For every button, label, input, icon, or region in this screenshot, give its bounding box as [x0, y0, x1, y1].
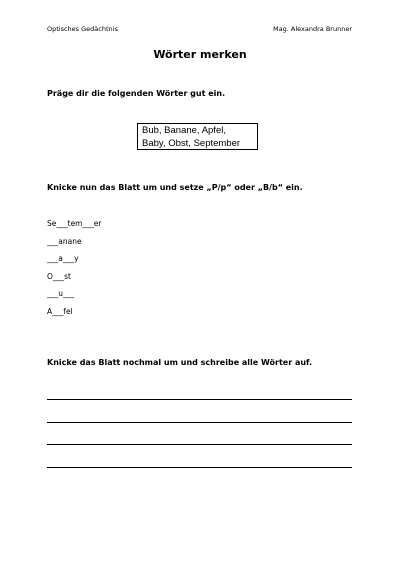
answer-writing-line [47, 444, 352, 445]
page-header [47, 23, 352, 35]
answer-writing-line [47, 399, 352, 400]
cloze-item: ___a___y [47, 254, 79, 264]
cloze-item: A___fel [47, 306, 73, 316]
word-box [137, 123, 258, 150]
cloze-item: Se___tem___er [47, 219, 102, 228]
instruction-memorize: Präge dir die folgenden Wörter gut ein. [47, 89, 226, 98]
cloze-list [47, 217, 101, 323]
cloze-item: ___u___ [47, 289, 75, 299]
answer-writing-line [47, 422, 352, 423]
instruction-write-all: Knicke das Blatt nochmal um und schreibe alle Wörter auf. [47, 358, 313, 367]
word-box-line-2: Baby, Obst, September [142, 137, 241, 149]
answer-writing-line [47, 467, 352, 468]
header-author: Mag. Alexandra Brunner [273, 25, 352, 33]
instruction-fill-in: Knicke nun das Blatt um und setze „P/p“ oder „B/b“ ein. [47, 183, 303, 192]
cloze-item: O___st [47, 271, 72, 281]
worksheet-title: Wörter merken [153, 48, 247, 61]
word-box-line-1: Bub, Banane, Apfel, [142, 125, 226, 136]
cloze-item: ___anane [47, 236, 82, 246]
header-subject: Optisches Gedächtnis [47, 25, 118, 33]
